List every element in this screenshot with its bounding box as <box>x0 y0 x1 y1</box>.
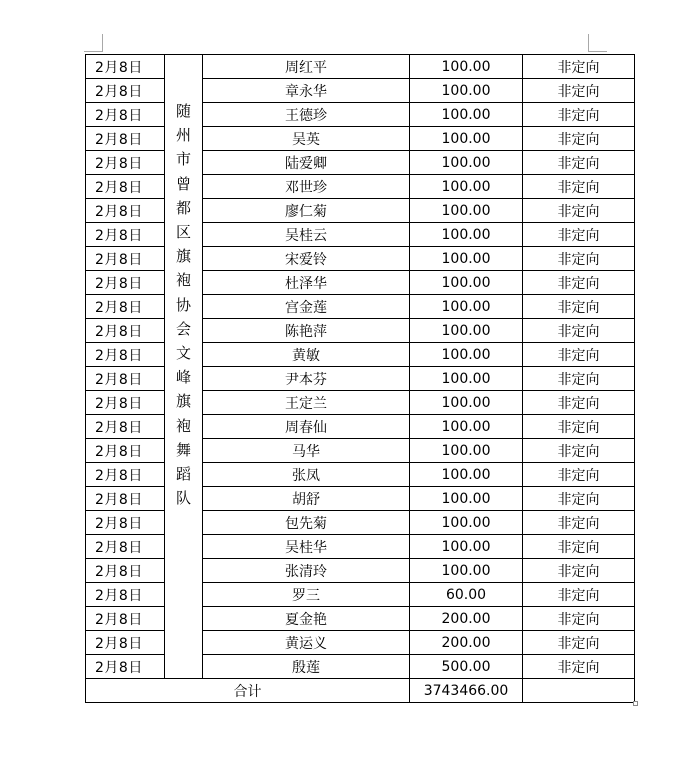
purpose-cell: 非定向 <box>523 247 635 271</box>
donor-name-cell: 王德珍 <box>203 103 410 127</box>
date-cell: 2月8日 <box>86 343 165 367</box>
date-cell: 2月8日 <box>86 631 165 655</box>
date-cell: 2月8日 <box>86 583 165 607</box>
amount-cell: 100.00 <box>410 55 523 79</box>
donor-name-cell: 胡舒 <box>203 487 410 511</box>
donor-name-cell: 张凤 <box>203 463 410 487</box>
organization-name: 随州市曾都区旗袍协会文峰旗袍舞蹈队 <box>175 102 191 508</box>
amount-cell: 100.00 <box>410 343 523 367</box>
amount-cell: 200.00 <box>410 607 523 631</box>
purpose-cell: 非定向 <box>523 103 635 127</box>
date-cell: 2月8日 <box>86 535 165 559</box>
amount-cell: 200.00 <box>410 631 523 655</box>
donor-name-cell: 夏金艳 <box>203 607 410 631</box>
amount-cell: 100.00 <box>410 415 523 439</box>
amount-cell: 100.00 <box>410 151 523 175</box>
donor-name-cell: 殷莲 <box>203 655 410 679</box>
date-cell: 2月8日 <box>86 151 165 175</box>
purpose-cell: 非定向 <box>523 391 635 415</box>
purpose-cell: 非定向 <box>523 295 635 319</box>
purpose-cell: 非定向 <box>523 415 635 439</box>
donor-name-cell: 吴英 <box>203 127 410 151</box>
amount-cell: 100.00 <box>410 247 523 271</box>
date-cell: 2月8日 <box>86 319 165 343</box>
donation-table <box>85 54 635 703</box>
donor-name-cell: 邓世珍 <box>203 175 410 199</box>
organization-cell <box>165 55 203 679</box>
purpose-cell: 非定向 <box>523 439 635 463</box>
donor-name-cell: 包先菊 <box>203 511 410 535</box>
date-cell: 2月8日 <box>86 391 165 415</box>
purpose-cell: 非定向 <box>523 343 635 367</box>
purpose-cell: 非定向 <box>523 559 635 583</box>
amount-cell: 100.00 <box>410 295 523 319</box>
purpose-cell: 非定向 <box>523 175 635 199</box>
amount-cell: 100.00 <box>410 391 523 415</box>
donation-table-body <box>86 55 635 703</box>
date-cell: 2月8日 <box>86 511 165 535</box>
date-cell: 2月8日 <box>86 295 165 319</box>
amount-cell: 100.00 <box>410 439 523 463</box>
date-cell: 2月8日 <box>86 127 165 151</box>
amount-cell: 100.00 <box>410 103 523 127</box>
margin-mark-left-vertical <box>102 34 103 52</box>
amount-cell: 100.00 <box>410 559 523 583</box>
margin-mark-right-horizontal <box>589 51 607 52</box>
date-cell: 2月8日 <box>86 103 165 127</box>
date-cell: 2月8日 <box>86 199 165 223</box>
date-cell: 2月8日 <box>86 223 165 247</box>
donor-name-cell: 尹本芬 <box>203 367 410 391</box>
amount-cell: 100.00 <box>410 199 523 223</box>
amount-cell: 100.00 <box>410 79 523 103</box>
date-cell: 2月8日 <box>86 655 165 679</box>
date-cell: 2月8日 <box>86 175 165 199</box>
donor-name-cell: 周红平 <box>203 55 410 79</box>
total-amount: 3743466.00 <box>410 679 523 703</box>
total-label: 合计 <box>86 679 410 703</box>
table-resize-handle[interactable] <box>633 701 638 706</box>
date-cell: 2月8日 <box>86 55 165 79</box>
purpose-cell: 非定向 <box>523 199 635 223</box>
donor-name-cell: 王定兰 <box>203 391 410 415</box>
amount-cell: 100.00 <box>410 319 523 343</box>
purpose-cell: 非定向 <box>523 151 635 175</box>
purpose-cell: 非定向 <box>523 607 635 631</box>
purpose-cell: 非定向 <box>523 631 635 655</box>
date-cell: 2月8日 <box>86 463 165 487</box>
purpose-cell: 非定向 <box>523 487 635 511</box>
date-cell: 2月8日 <box>86 79 165 103</box>
amount-cell: 100.00 <box>410 127 523 151</box>
amount-cell: 500.00 <box>410 655 523 679</box>
total-row <box>86 679 635 703</box>
margin-mark-left-horizontal <box>84 51 102 52</box>
purpose-cell: 非定向 <box>523 367 635 391</box>
date-cell: 2月8日 <box>86 367 165 391</box>
donor-name-cell: 黄运义 <box>203 631 410 655</box>
donor-name-cell: 陈艳萍 <box>203 319 410 343</box>
purpose-cell: 非定向 <box>523 319 635 343</box>
amount-cell: 100.00 <box>410 463 523 487</box>
donor-name-cell: 杜泽华 <box>203 271 410 295</box>
donor-name-cell: 吴桂云 <box>203 223 410 247</box>
date-cell: 2月8日 <box>86 439 165 463</box>
total-empty-cell <box>523 679 635 703</box>
purpose-cell: 非定向 <box>523 463 635 487</box>
amount-cell: 100.00 <box>410 487 523 511</box>
purpose-cell: 非定向 <box>523 127 635 151</box>
amount-cell: 100.00 <box>410 223 523 247</box>
purpose-cell: 非定向 <box>523 583 635 607</box>
donor-name-cell: 张清玲 <box>203 559 410 583</box>
date-cell: 2月8日 <box>86 607 165 631</box>
purpose-cell: 非定向 <box>523 55 635 79</box>
amount-cell: 60.00 <box>410 583 523 607</box>
date-cell: 2月8日 <box>86 487 165 511</box>
amount-cell: 100.00 <box>410 367 523 391</box>
donor-name-cell: 罗三 <box>203 583 410 607</box>
date-cell: 2月8日 <box>86 415 165 439</box>
donor-name-cell: 廖仁菊 <box>203 199 410 223</box>
purpose-cell: 非定向 <box>523 511 635 535</box>
donor-name-cell: 宋爱铃 <box>203 247 410 271</box>
donor-name-cell: 马华 <box>203 439 410 463</box>
donor-name-cell: 章永华 <box>203 79 410 103</box>
table-row <box>86 55 635 79</box>
purpose-cell: 非定向 <box>523 79 635 103</box>
donor-name-cell: 黄敏 <box>203 343 410 367</box>
purpose-cell: 非定向 <box>523 223 635 247</box>
amount-cell: 100.00 <box>410 535 523 559</box>
date-cell: 2月8日 <box>86 247 165 271</box>
amount-cell: 100.00 <box>410 511 523 535</box>
date-cell: 2月8日 <box>86 559 165 583</box>
donor-name-cell: 周春仙 <box>203 415 410 439</box>
donor-name-cell: 陆爱卿 <box>203 151 410 175</box>
margin-mark-right-vertical <box>588 34 589 52</box>
purpose-cell: 非定向 <box>523 535 635 559</box>
purpose-cell: 非定向 <box>523 655 635 679</box>
donor-name-cell: 宫金莲 <box>203 295 410 319</box>
amount-cell: 100.00 <box>410 271 523 295</box>
purpose-cell: 非定向 <box>523 271 635 295</box>
donor-name-cell: 吴桂华 <box>203 535 410 559</box>
date-cell: 2月8日 <box>86 271 165 295</box>
amount-cell: 100.00 <box>410 175 523 199</box>
